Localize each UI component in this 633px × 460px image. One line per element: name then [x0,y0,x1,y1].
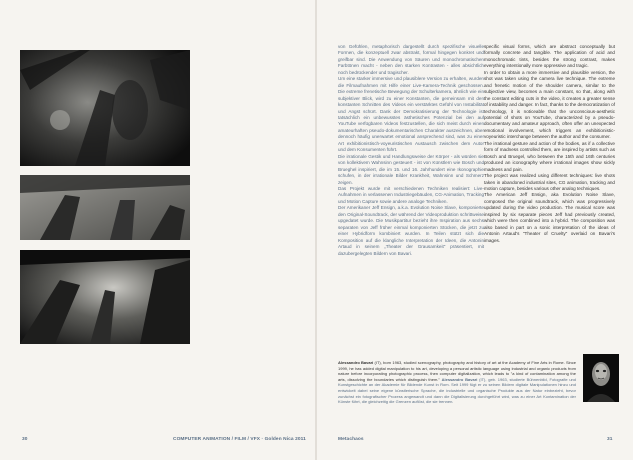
paragraph: specific visual forms, which are abstract conceptually but formally concrete and tangible. The application of acid and monochromatic tints, besides the strong contrast, makes everything intentionally more oppressive and tragic. [484,44,615,69]
running-footer-left: COMPUTER ANIMATION / FILM / VFX · Golden Nica 2011 [173,437,306,442]
paragraph: Das Projekt wurde mit verschiedenen Techniken realisiert: Live-Aufnahmen in verlassenen Industriegebäuden, CG-Animation, Tracking und Motion Capture sowie andere analoge Techniken. [338,185,484,204]
german-text-column [338,44,484,257]
film-still-1 [20,50,190,166]
film-still-3 [20,250,190,344]
left-page [0,0,316,460]
paragraph: The irrational gesture and action of the bodies, as if a collective form of madness controlled them, are inspired by artists such as Bosch and Bruegel, who between the 15th and 16th centuries produced an iconography where irrational images show sickly madness and pain. [484,140,615,172]
bio-text-de: (IT), geb. 1963, studierte Bühnenbild, Fotografie und Kunstgeschichte an der Akademie für Bildende Kunst in Rom. Seit 1999 fügt er zu seinen Bildern digitale Manipulationen hinzu und entwickelt dabei seine eigene künstlerische Sprache, die industrielle und organische Produkte aus der Natur einbezieht, bevor zunächst ein fotografischer Prozess angewandt und dann die Digitalisierung durchgeführt wird, was zu einer Art Kontamination der Künste führt, die gleichzeitig die Grenzen auflöst, die sie trennen. [338,376,576,405]
bio-name-de: Alessandro Bavari [441,376,478,382]
english-text-column [484,44,615,244]
paragraph: The American Jeff Ensign, aka Evolution Noise Slave, composed the original soundtrack, which was progressively updated during the video production. The musical score was inspired by six separate pieces Jeff had previously created, which were then combined into a hybrid. The composition was also based in part on a sonic interpretation of the ideas of Antonin Artaud's "Theater of Cruelty" overlaid on Bavari's images. [484,192,615,243]
paragraph: Der Amerikaner Jeff Ensign, a.k.a. Evolution Noise Slave, komponierte den Original-Soundtrack, der während der Videoproduktion schrittweise upgedatet wurde. Die Musikpartitur bezieht ihre Inspiration aus sechs separaten von Jeff früher einmal komponierten Stücken, die jetzt zu einer Hybridform kombiniert wurden. In Teilen stützt sich die Komposition auf die klangliche Interpretation der Ideen, die Antonin Artaud in seinem „Theater der Grausamkeit" präsentiert, mit dazubergelegten Bildern von Bavari. [338,205,484,256]
paragraph: Um eine starker immersive und plausiblere Version zu erhalten, wurden die Filmaufnahmen mit Hilfe einer Live-Kamera-Technik geschossen. Die extreme frenetische Bewegung der Schulterkamera, ähnlich wie ein subjektiver Blick, wird zu einer Konstanten, die gemeinsam mit den konstanten Schnitten des Videos ein verstärktes Gefühl von Instabilität und Angst schürt. Dank der Demokratisierung der Technologie ist tatsächlich ein unbewusstes ästhetisches Potenzial bei den auf YouTube verfügbaren Videos festzustellen, die sich meist durch einen amateurhaften pseudo-dokumentarischen Charakter auszeichnen, aber dennoch häufig unerwartet emotional ansprechend sind, was zu einer Art exhibitionistisch-voyeuristischen Austausch zwischen dem Autor und dem Konsumenten führt. [338,76,484,153]
page-number-right: 31 [607,437,613,442]
artist-portrait-image [583,354,619,402]
paragraph: Die irrationale Gestik und Handlungsweise der Körper - als würden sie von kollektivem Wahnsinn gesteuert - ist von Künstlern wie Bosch und Brueghel inspiriert, die im 15. und 16. Jahrhundert eine Ikonographie schufen, in der irrationale Bilder Krankheit, Wahnsinn und Schmerz zeigen. [338,153,484,185]
bio-text-en: (IT), born 1963, studied scenography, photography and history of art at the Academy of Fine Arts in Rome. Since 1999, he has added digital manipulation to his art, developing a personal artistic language using industrial and organic products from nature before incorporating photographic process, then computer digitalization, which leads to "a kind of contamination among the arts, dissolving the boundaries which distinguish them." [338,360,576,382]
artist-bio [338,360,576,405]
bio-name-en: Alessandro Bavari [338,360,374,365]
paragraph: In order to obtain a more immersive and plausible version, the shot was taken using the camera live technique. The extreme and frenetic motion of the shoulder camera, similar to the subjective view, becomes a main constant, so that, along with the constant editing cuts in the video, it creates a greater sense of instability and danger. In fact, thanks to the democratization of technology, it is noticeable that the unconscious-aesthetic potential of shots on YouTube, characterized by a pseudo-documentary and amateur approach, often offer an unexpected emotional involvement, which triggers an exhibitionistic-voyeuristic interchange between the author and the consumer. [484,69,616,140]
paragraph: The project was realized using different techniques: live shots taken in abandoned industrial sites, CG animation, tracking and motion capture, besides various other analog techniques. [484,173,615,191]
paragraph: von Gefühlen, metaphorisch dargestellt durch spezifische visuelle Formen, die konzeptuell zwar abstrakt, formal hingegen konkret und greifbar sind. Die Anwendung von Säuren und monochromatischen Farbtönen macht - neben den starken Kontrasten - alles absichtlich noch bedrückender und tragischer. [338,44,484,75]
film-still-2 [20,175,190,240]
running-footer-right: Metachaos [338,437,364,442]
page-number-left: 30 [22,437,28,442]
